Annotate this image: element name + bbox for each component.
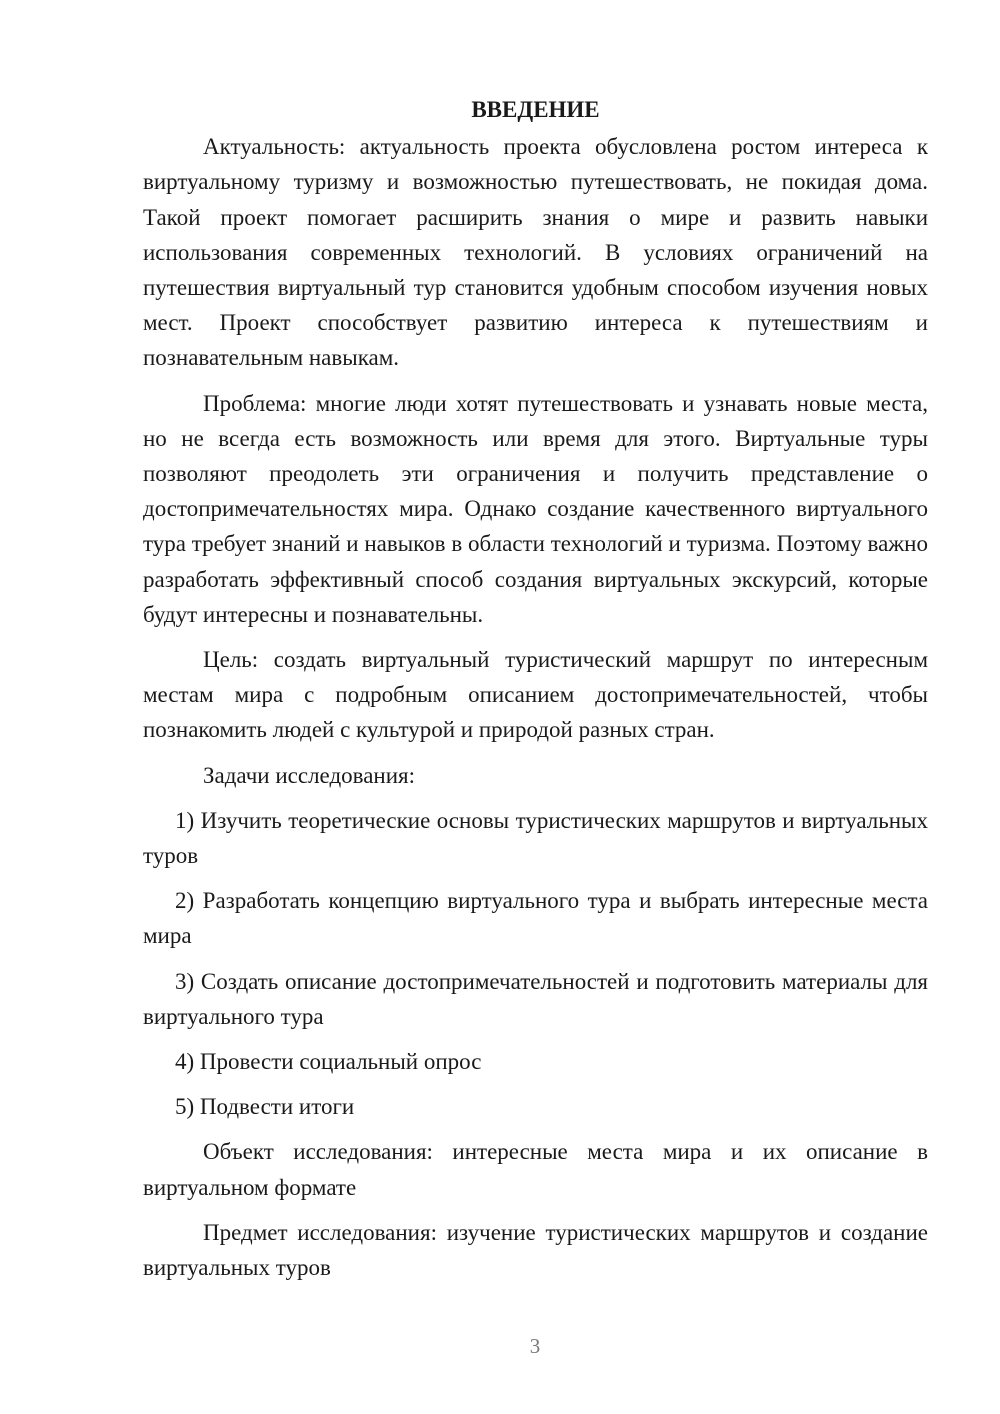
document-page bbox=[143, 92, 928, 1295]
page-number: 3 bbox=[529, 1334, 541, 1358]
list-item: 3) Создать описание достопримечательностей и подготовить материалы для виртуального тура bbox=[143, 968, 928, 1029]
paragraph-subject: Предмет исследования: изучение туристических маршрутов и создание виртуальных туров bbox=[143, 1219, 928, 1281]
paragraph-problem: Проблема: многие люди хотят путешествовать и узнавать новые места, но не всегда есть возможность или время для этого. Виртуальные туры позволяют преодолеть эти ограничения и получить представление о достопримечательностях мира. Однако создание качественного виртуального тура требует знаний и навыков в области технологий и туризма. Поэтому важно разработать эффективный способ создания виртуальных экскурсий, которые будут интересны и познавательны. bbox=[143, 390, 928, 627]
tasks-heading: Задачи исследования: bbox=[203, 762, 416, 788]
paragraph-goal: Цель: создать виртуальный туристический маршрут по интересным местам мира с подробным описанием достопримечательностей, чтобы познакомить людей с культурой и природой разных стран. bbox=[143, 647, 928, 743]
list-item: 4) Провести социальный опрос bbox=[175, 1049, 482, 1075]
list-item: 5) Подвести итоги bbox=[175, 1094, 355, 1120]
section-title: ВВЕДЕНИЕ bbox=[471, 97, 600, 122]
paragraph-relevance: Актуальность: актуальность проекта обусловлена ростом интереса к виртуальному туризму и возможностью путешествовать, не покидая дома. Такой проект помогает расширить знания о мире и развить навыки использования современных технологий. В условиях ограничений на путешествия виртуальный тур становится удобным способом изучения новых мест. Проект способствует развитию интереса к путешествиям и познавательным навыкам. bbox=[143, 134, 928, 371]
paragraph-object: Объект исследования: интересные места мира и их описание в виртуальном формате bbox=[143, 1139, 928, 1200]
list-item: 1) Изучить теоретические основы туристических маршрутов и виртуальных туров bbox=[143, 807, 928, 869]
tasks-list bbox=[143, 803, 928, 1125]
list-item: 2) Разработать концепцию виртуального тура и выбрать интересные места мира bbox=[143, 888, 928, 949]
